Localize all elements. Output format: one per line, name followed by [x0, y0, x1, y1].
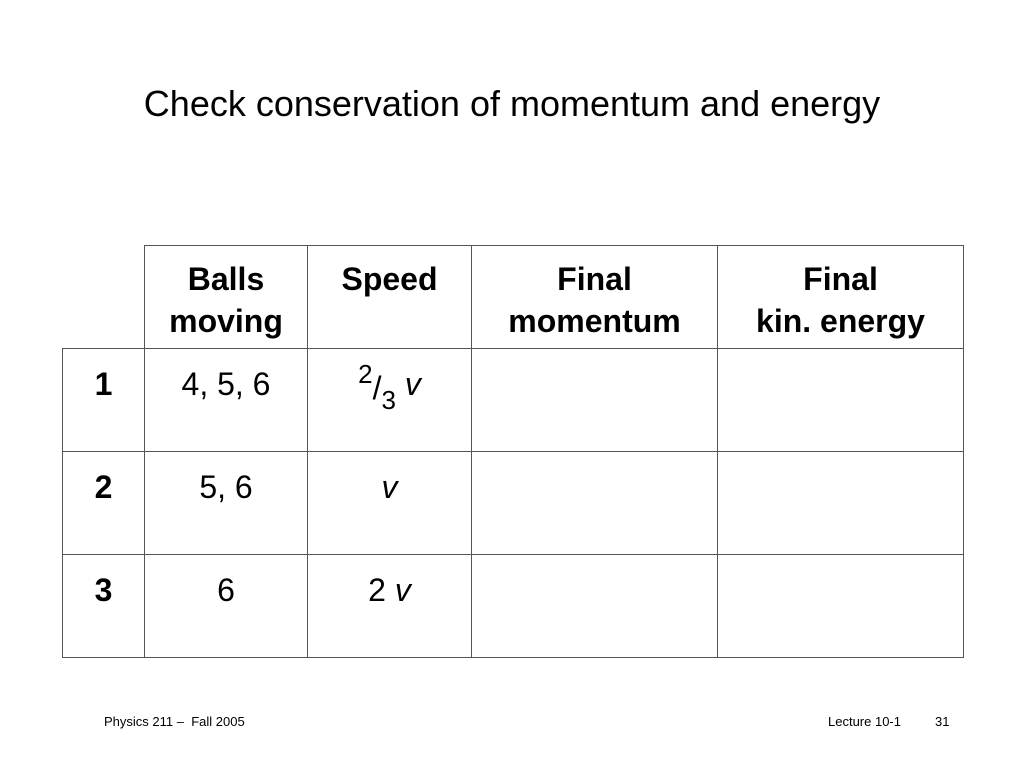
row-label: 2 [63, 452, 145, 555]
final-momentum-cell [472, 555, 718, 658]
final-kin-energy-cell [718, 555, 964, 658]
speed-cell [308, 452, 472, 555]
speed-coefficient: 2 [368, 572, 395, 608]
fraction-slash: / [372, 370, 382, 406]
final-kin-energy-cell [718, 349, 964, 452]
header-final-momentum [472, 246, 718, 349]
table-header-row [63, 246, 964, 349]
speed-variable: v [404, 366, 421, 402]
slide-title: Check conservation of momentum and energy [143, 83, 881, 124]
header-speed [308, 246, 472, 349]
header-line: moving [169, 303, 283, 339]
speed-cell [308, 555, 472, 658]
table-row [63, 555, 964, 658]
footer-lecture: Lecture 10-1 [828, 714, 901, 729]
row-label: 3 [63, 555, 145, 658]
footer-page-number: 31 [935, 714, 950, 729]
row-label: 1 [63, 349, 145, 452]
balls-moving-cell: 6 [145, 555, 308, 658]
fraction-denominator: 3 [381, 385, 396, 415]
balls-moving-cell: 4, 5, 6 [145, 349, 308, 452]
fraction-numerator: 2 [358, 359, 373, 389]
table-row [63, 349, 964, 452]
speed-variable: v [394, 572, 411, 608]
speed-cell [308, 349, 472, 452]
header-balls-moving [145, 246, 308, 349]
speed-variable: v [381, 469, 398, 505]
header-line: Speed [341, 261, 438, 297]
speed-value [358, 359, 421, 415]
header-line: Final [803, 261, 878, 297]
header-line: kin. energy [756, 303, 925, 339]
header-line: Balls [187, 261, 265, 297]
balls-moving-cell: 5, 6 [145, 452, 308, 555]
final-kin-energy-cell [718, 452, 964, 555]
header-final-kin-energy [718, 246, 964, 349]
footer-course: Physics 211 – Fall 2005 [104, 714, 245, 729]
header-line: Final [557, 261, 632, 297]
table-corner-cell [63, 246, 145, 349]
header-line: momentum [508, 303, 681, 339]
conservation-table [62, 245, 964, 658]
table-row [63, 452, 964, 555]
final-momentum-cell [472, 349, 718, 452]
final-momentum-cell [472, 452, 718, 555]
